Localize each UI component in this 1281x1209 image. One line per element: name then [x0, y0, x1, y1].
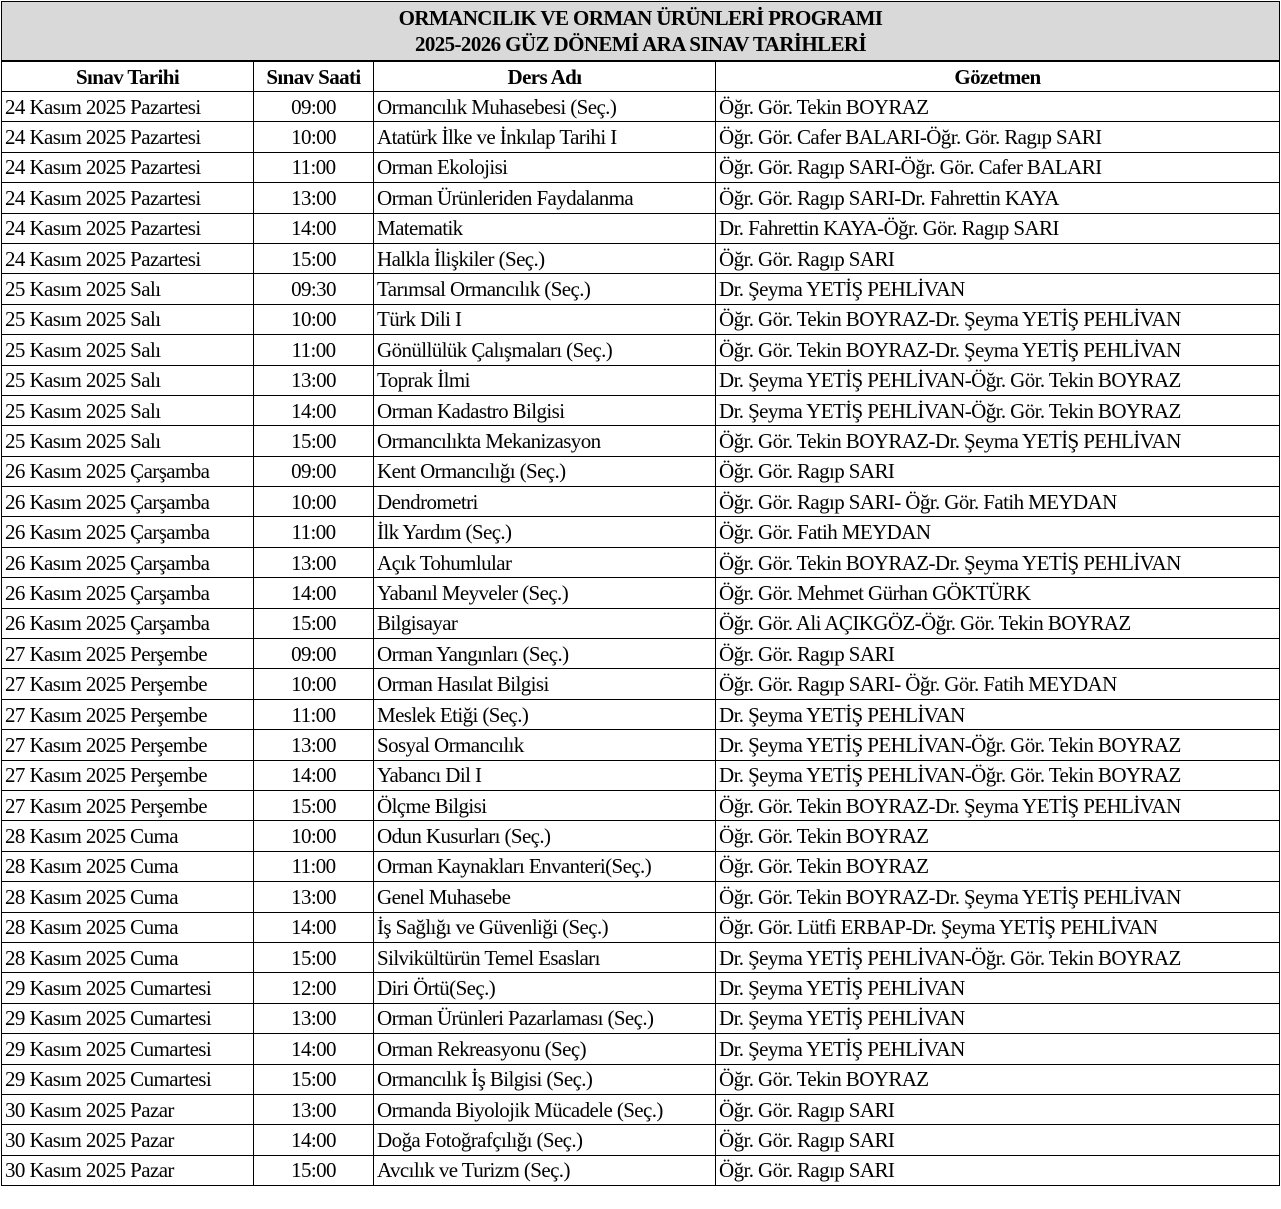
- table-row: [2, 547, 1280, 577]
- exam-time: 13:00: [254, 730, 374, 760]
- exam-date: 28 Kasım 2025 Cuma: [2, 912, 254, 942]
- exam-date: 24 Kasım 2025 Pazartesi: [2, 152, 254, 182]
- proctor: Dr. Şeyma YETİŞ PEHLİVAN-Öğr. Gör. Tekin BOYRAZ: [716, 760, 1280, 790]
- exam-date: 27 Kasım 2025 Perşembe: [2, 730, 254, 760]
- exam-date: 26 Kasım 2025 Çarşamba: [2, 517, 254, 547]
- exam-date: 27 Kasım 2025 Perşembe: [2, 699, 254, 729]
- table-row: [2, 760, 1280, 790]
- course-name: Orman Hasılat Bilgisi: [374, 669, 716, 699]
- exam-time: 10:00: [254, 304, 374, 334]
- table-row: [2, 578, 1280, 608]
- title-line-2: 2025-2026 GÜZ DÖNEMİ ARA SINAV TARİHLERİ: [414, 32, 867, 56]
- exam-time: 09:00: [254, 92, 374, 122]
- course-name: Bilgisayar: [374, 608, 716, 638]
- proctor: Öğr. Gör. Cafer BALARI-Öğr. Gör. Ragıp SARI: [716, 122, 1280, 152]
- exam-date: 28 Kasım 2025 Cuma: [2, 821, 254, 851]
- exam-date: 26 Kasım 2025 Çarşamba: [2, 487, 254, 517]
- table-row: [2, 1155, 1280, 1185]
- exam-time: 13:00: [254, 882, 374, 912]
- course-name: Ormancılık Muhasebesi (Seç.): [374, 92, 716, 122]
- exam-time: 13:00: [254, 365, 374, 395]
- proctor: Öğr. Gör. Tekin BOYRAZ-Dr. Şeyma YETİŞ PEHLİVAN: [716, 335, 1280, 365]
- exam-time: 14:00: [254, 1125, 374, 1155]
- course-name: Yabancı Dil I: [374, 760, 716, 790]
- proctor: Öğr. Gör. Ragıp SARI: [716, 456, 1280, 486]
- exam-time: 11:00: [254, 699, 374, 729]
- proctor: Öğr. Gör. Ragıp SARI: [716, 1125, 1280, 1155]
- proctor: Öğr. Gör. Tekin BOYRAZ: [716, 92, 1280, 122]
- proctor: Dr. Şeyma YETİŞ PEHLİVAN: [716, 699, 1280, 729]
- course-name: Açık Tohumlular: [374, 547, 716, 577]
- exam-time: 11:00: [254, 851, 374, 881]
- table-row: [2, 365, 1280, 395]
- proctor: Öğr. Gör. Ragıp SARI-Öğr. Gör. Cafer BALARI: [716, 152, 1280, 182]
- exam-time: 14:00: [254, 213, 374, 243]
- proctor: Öğr. Gör. Ragıp SARI: [716, 1155, 1280, 1185]
- exam-time: 13:00: [254, 547, 374, 577]
- exam-date: 25 Kasım 2025 Salı: [2, 274, 254, 304]
- exam-date: 29 Kasım 2025 Cumartesi: [2, 1003, 254, 1033]
- table-row: [2, 456, 1280, 486]
- course-name: Sosyal Ormancılık: [374, 730, 716, 760]
- exam-time: 14:00: [254, 395, 374, 425]
- exam-time: 09:00: [254, 456, 374, 486]
- table-row: [2, 1003, 1280, 1033]
- exam-time: 13:00: [254, 183, 374, 213]
- table-row: [2, 243, 1280, 273]
- exam-time: 10:00: [254, 669, 374, 699]
- exam-date: 24 Kasım 2025 Pazartesi: [2, 122, 254, 152]
- course-name: Odun Kusurları (Seç.): [374, 821, 716, 851]
- exam-time: 14:00: [254, 760, 374, 790]
- exam-time: 11:00: [254, 152, 374, 182]
- course-name: Genel Muhasebe: [374, 882, 716, 912]
- exam-date: 29 Kasım 2025 Cumartesi: [2, 1034, 254, 1064]
- exam-date: 26 Kasım 2025 Çarşamba: [2, 608, 254, 638]
- course-name: Tarımsal Ormancılık (Seç.): [374, 274, 716, 304]
- table-row: [2, 183, 1280, 213]
- course-name: Ölçme Bilgisi: [374, 790, 716, 820]
- proctor: Öğr. Gör. Lütfi ERBAP-Dr. Şeyma YETİŞ PEHLİVAN: [716, 912, 1280, 942]
- exam-date: 26 Kasım 2025 Çarşamba: [2, 578, 254, 608]
- exam-time: 11:00: [254, 335, 374, 365]
- table-row: [2, 1034, 1280, 1064]
- proctor: Öğr. Gör. Fatih MEYDAN: [716, 517, 1280, 547]
- course-name: Toprak İlmi: [374, 365, 716, 395]
- proctor: Dr. Şeyma YETİŞ PEHLİVAN-Öğr. Gör. Tekin BOYRAZ: [716, 730, 1280, 760]
- course-name: Ormancılıkta Mekanizasyon: [374, 426, 716, 456]
- exam-date: 30 Kasım 2025 Pazar: [2, 1125, 254, 1155]
- exam-time: 10:00: [254, 487, 374, 517]
- exam-date: 25 Kasım 2025 Salı: [2, 395, 254, 425]
- course-name: Doğa Fotoğrafçılığı (Seç.): [374, 1125, 716, 1155]
- table-row: [2, 335, 1280, 365]
- table-row: [2, 274, 1280, 304]
- exam-date: 29 Kasım 2025 Cumartesi: [2, 973, 254, 1003]
- table-row: [2, 790, 1280, 820]
- exam-schedule-table: [1, 1, 1280, 1186]
- exam-date: 25 Kasım 2025 Salı: [2, 304, 254, 334]
- proctor: Dr. Şeyma YETİŞ PEHLİVAN: [716, 1003, 1280, 1033]
- exam-date: 27 Kasım 2025 Perşembe: [2, 760, 254, 790]
- exam-date: 26 Kasım 2025 Çarşamba: [2, 547, 254, 577]
- table-row: [2, 912, 1280, 942]
- table-row: [2, 1125, 1280, 1155]
- exam-time: 09:30: [254, 274, 374, 304]
- exam-time: 15:00: [254, 1155, 374, 1185]
- proctor: Dr. Şeyma YETİŞ PEHLİVAN: [716, 1034, 1280, 1064]
- exam-time: 13:00: [254, 1003, 374, 1033]
- exam-time: 15:00: [254, 608, 374, 638]
- proctor: Dr. Fahrettin KAYA-Öğr. Gör. Ragıp SARI: [716, 213, 1280, 243]
- exam-date: 30 Kasım 2025 Pazar: [2, 1155, 254, 1185]
- exam-date: 28 Kasım 2025 Cuma: [2, 851, 254, 881]
- table-row: [2, 517, 1280, 547]
- course-name: Meslek Etiği (Seç.): [374, 699, 716, 729]
- proctor: Dr. Şeyma YETİŞ PEHLİVAN-Öğr. Gör. Tekin BOYRAZ: [716, 942, 1280, 972]
- title-line-1: ORMANCILIK VE ORMAN ÜRÜNLERİ PROGRAMI: [398, 6, 883, 30]
- proctor: Öğr. Gör. Tekin BOYRAZ: [716, 1064, 1280, 1094]
- proctor: Öğr. Gör. Tekin BOYRAZ: [716, 821, 1280, 851]
- exam-date: 25 Kasım 2025 Salı: [2, 365, 254, 395]
- course-name: Dendrometri: [374, 487, 716, 517]
- table-row: [2, 851, 1280, 881]
- exam-time: 15:00: [254, 942, 374, 972]
- course-name: Ormanda Biyolojik Mücadele (Seç.): [374, 1094, 716, 1124]
- course-name: Gönüllülük Çalışmaları (Seç.): [374, 335, 716, 365]
- proctor: Öğr. Gör. Tekin BOYRAZ-Dr. Şeyma YETİŞ PEHLİVAN: [716, 426, 1280, 456]
- exam-date: 29 Kasım 2025 Cumartesi: [2, 1064, 254, 1094]
- header-date: Sınav Tarihi: [2, 61, 254, 92]
- exam-time: 10:00: [254, 821, 374, 851]
- table-row: [2, 699, 1280, 729]
- exam-time: 14:00: [254, 1034, 374, 1064]
- exam-time: 14:00: [254, 912, 374, 942]
- exam-date: 24 Kasım 2025 Pazartesi: [2, 213, 254, 243]
- table-row: [2, 487, 1280, 517]
- course-name: Orman Ürünleriden Faydalanma: [374, 183, 716, 213]
- table-row: [2, 122, 1280, 152]
- exam-time: 10:00: [254, 122, 374, 152]
- proctor: Dr. Şeyma YETİŞ PEHLİVAN: [716, 973, 1280, 1003]
- table-row: [2, 426, 1280, 456]
- exam-date: 25 Kasım 2025 Salı: [2, 335, 254, 365]
- course-name: Orman Kaynakları Envanteri(Seç.): [374, 851, 716, 881]
- exam-time: 15:00: [254, 426, 374, 456]
- course-name: İlk Yardım (Seç.): [374, 517, 716, 547]
- proctor: Öğr. Gör. Tekin BOYRAZ-Dr. Şeyma YETİŞ PEHLİVAN: [716, 882, 1280, 912]
- proctor: Öğr. Gör. Tekin BOYRAZ-Dr. Şeyma YETİŞ PEHLİVAN: [716, 790, 1280, 820]
- proctor: Öğr. Gör. Ragıp SARI- Öğr. Gör. Fatih MEYDAN: [716, 487, 1280, 517]
- exam-date: 25 Kasım 2025 Salı: [2, 426, 254, 456]
- proctor: Öğr. Gör. Tekin BOYRAZ-Dr. Şeyma YETİŞ PEHLİVAN: [716, 547, 1280, 577]
- proctor: Öğr. Gör. Ragıp SARI: [716, 1094, 1280, 1124]
- exam-time: 13:00: [254, 1094, 374, 1124]
- course-name: Avcılık ve Turizm (Seç.): [374, 1155, 716, 1185]
- table-row: [2, 669, 1280, 699]
- table-row: [2, 395, 1280, 425]
- course-name: Halkla İlişkiler (Seç.): [374, 243, 716, 273]
- exam-date: 27 Kasım 2025 Perşembe: [2, 639, 254, 669]
- course-name: Orman Yangınları (Seç.): [374, 639, 716, 669]
- table-row: [2, 1094, 1280, 1124]
- exam-date: 26 Kasım 2025 Çarşamba: [2, 456, 254, 486]
- course-name: Diri Örtü(Seç.): [374, 973, 716, 1003]
- course-name: İş Sağlığı ve Güvenliği (Seç.): [374, 912, 716, 942]
- proctor: Dr. Şeyma YETİŞ PEHLİVAN-Öğr. Gör. Tekin BOYRAZ: [716, 395, 1280, 425]
- proctor: Öğr. Gör. Ali AÇIKGÖZ-Öğr. Gör. Tekin BOYRAZ: [716, 608, 1280, 638]
- table-row: [2, 639, 1280, 669]
- course-name: Orman Rekreasyonu (Seç): [374, 1034, 716, 1064]
- table-row: [2, 1064, 1280, 1094]
- course-name: Yabanıl Meyveler (Seç.): [374, 578, 716, 608]
- course-name: Silvikültürün Temel Esasları: [374, 942, 716, 972]
- proctor: Öğr. Gör. Ragıp SARI- Öğr. Gör. Fatih MEYDAN: [716, 669, 1280, 699]
- table-row: [2, 821, 1280, 851]
- course-name: Türk Dili I: [374, 304, 716, 334]
- proctor: Dr. Şeyma YETİŞ PEHLİVAN-Öğr. Gör. Tekin BOYRAZ: [716, 365, 1280, 395]
- course-name: Kent Ormancılığı (Seç.): [374, 456, 716, 486]
- exam-date: 27 Kasım 2025 Perşembe: [2, 669, 254, 699]
- exam-date: 30 Kasım 2025 Pazar: [2, 1094, 254, 1124]
- table-row: [2, 608, 1280, 638]
- header-proctor: Gözetmen: [716, 61, 1280, 92]
- exam-time: 12:00: [254, 973, 374, 1003]
- exam-time: 14:00: [254, 578, 374, 608]
- table-row: [2, 213, 1280, 243]
- header-row: [2, 61, 1280, 92]
- proctor: Öğr. Gör. Ragıp SARI: [716, 639, 1280, 669]
- exam-date: 28 Kasım 2025 Cuma: [2, 882, 254, 912]
- proctor: Öğr. Gör. Mehmet Gürhan GÖKTÜRK: [716, 578, 1280, 608]
- proctor: Öğr. Gör. Tekin BOYRAZ-Dr. Şeyma YETİŞ PEHLİVAN: [716, 304, 1280, 334]
- header-course: Ders Adı: [374, 61, 716, 92]
- exam-date: 28 Kasım 2025 Cuma: [2, 942, 254, 972]
- table-row: [2, 973, 1280, 1003]
- table-row: [2, 152, 1280, 182]
- proctor: Öğr. Gör. Tekin BOYRAZ: [716, 851, 1280, 881]
- exam-time: 15:00: [254, 243, 374, 273]
- proctor: Dr. Şeyma YETİŞ PEHLİVAN: [716, 274, 1280, 304]
- course-name: Orman Ürünleri Pazarlaması (Seç.): [374, 1003, 716, 1033]
- exam-date: 24 Kasım 2025 Pazartesi: [2, 92, 254, 122]
- proctor: Öğr. Gör. Ragıp SARI: [716, 243, 1280, 273]
- exam-date: 27 Kasım 2025 Perşembe: [2, 790, 254, 820]
- course-name: Ormancılık İş Bilgisi (Seç.): [374, 1064, 716, 1094]
- table-row: [2, 882, 1280, 912]
- schedule-title: [2, 2, 1280, 62]
- exam-date: 24 Kasım 2025 Pazartesi: [2, 243, 254, 273]
- exam-time: 11:00: [254, 517, 374, 547]
- table-row: [2, 304, 1280, 334]
- exam-time: 15:00: [254, 790, 374, 820]
- table-row: [2, 942, 1280, 972]
- course-name: Matematik: [374, 213, 716, 243]
- course-name: Orman Kadastro Bilgisi: [374, 395, 716, 425]
- table-row: [2, 730, 1280, 760]
- course-name: Orman Ekolojisi: [374, 152, 716, 182]
- table-row: [2, 92, 1280, 122]
- header-time: Sınav Saati: [254, 61, 374, 92]
- exam-time: 15:00: [254, 1064, 374, 1094]
- exam-time: 09:00: [254, 639, 374, 669]
- proctor: Öğr. Gör. Ragıp SARI-Dr. Fahrettin KAYA: [716, 183, 1280, 213]
- course-name: Atatürk İlke ve İnkılap Tarihi I: [374, 122, 716, 152]
- exam-date: 24 Kasım 2025 Pazartesi: [2, 183, 254, 213]
